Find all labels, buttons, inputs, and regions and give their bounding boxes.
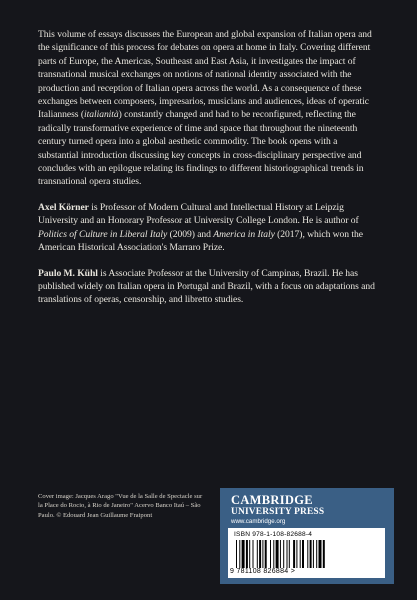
barcode-icon — [234, 540, 379, 568]
book-title: Politics of Culture in Liberal Italy — [38, 228, 168, 240]
publisher-press: UNIVERSITY PRESS — [231, 507, 325, 517]
bio-text: is Associate Professor at the University of Campinas, Brazil. He has published widely on Italian opera in Portugal and Brazil, with a focus on adaptations and translations of operas, censorship, and libretto studies. — [38, 267, 375, 306]
editor-name-korner: Axel Körner — [38, 201, 89, 213]
barcode-number: 9 781108 826884 > — [230, 568, 296, 575]
publisher-url: www.cambridge.org — [231, 518, 286, 525]
publisher-logo: CAMBRIDGE — [231, 493, 313, 507]
description-paragraph — [38, 28, 380, 189]
bio-text: (2017), which won the American Historical Association's Marraro Prize. — [38, 228, 363, 254]
back-cover-blurb — [38, 28, 380, 319]
publisher-panel — [220, 488, 394, 584]
description-text-b: ) constantly changed and had to be reconfigured, reflecting the radically transformative experience of time and space that throughout the nineteenth century turned opera into a global aesthetic commodity. The book opens with a substantial introduction discussing key concepts in cross-disciplinary perspective and concludes with an epilogue relating its findings to different historiographical trends in transnational opera studies. — [38, 109, 364, 188]
bio-text: is Professor of Modern Cultural and Intellectual History at Leipzig University and an Honorary Professor at University College London. He is author of — [38, 201, 359, 227]
editor-name-kuhl: Paulo M. Kühl — [38, 267, 98, 279]
isbn-label: ISBN 978-1-108-82688-4 — [234, 531, 313, 538]
cover-image-credit: Cover image: Jacques Arago "Vue de la Salle de Spectacle sur la Place do Rocio, à Rio de Janeiro" Acervo Banco Itaú – São Paulo. © Edouard Jean Guillaume Fraipont — [38, 493, 203, 519]
editor-bio-korner — [38, 201, 380, 255]
book-title: America in Italy — [213, 228, 275, 240]
editor-bio-kuhl — [38, 267, 380, 307]
description-text-a: This volume of essays discusses the European and global expansion of Italian opera and the significance of this process for debates on opera at home in Italy. Covering different parts of Europe, the Americas, Southeast and East Asia, it investigates the impact of transnational musical exchanges on notions of national identity associated with the production and reception of Italian opera across the world. As a consequence of these exchanges between composers, impresarios, musicians and audiences, ideas of operatic Italianness ( — [38, 29, 372, 121]
bio-text: (2009) and — [167, 228, 214, 240]
barcode-box — [228, 528, 385, 578]
italianita-term: italianità — [83, 109, 119, 121]
